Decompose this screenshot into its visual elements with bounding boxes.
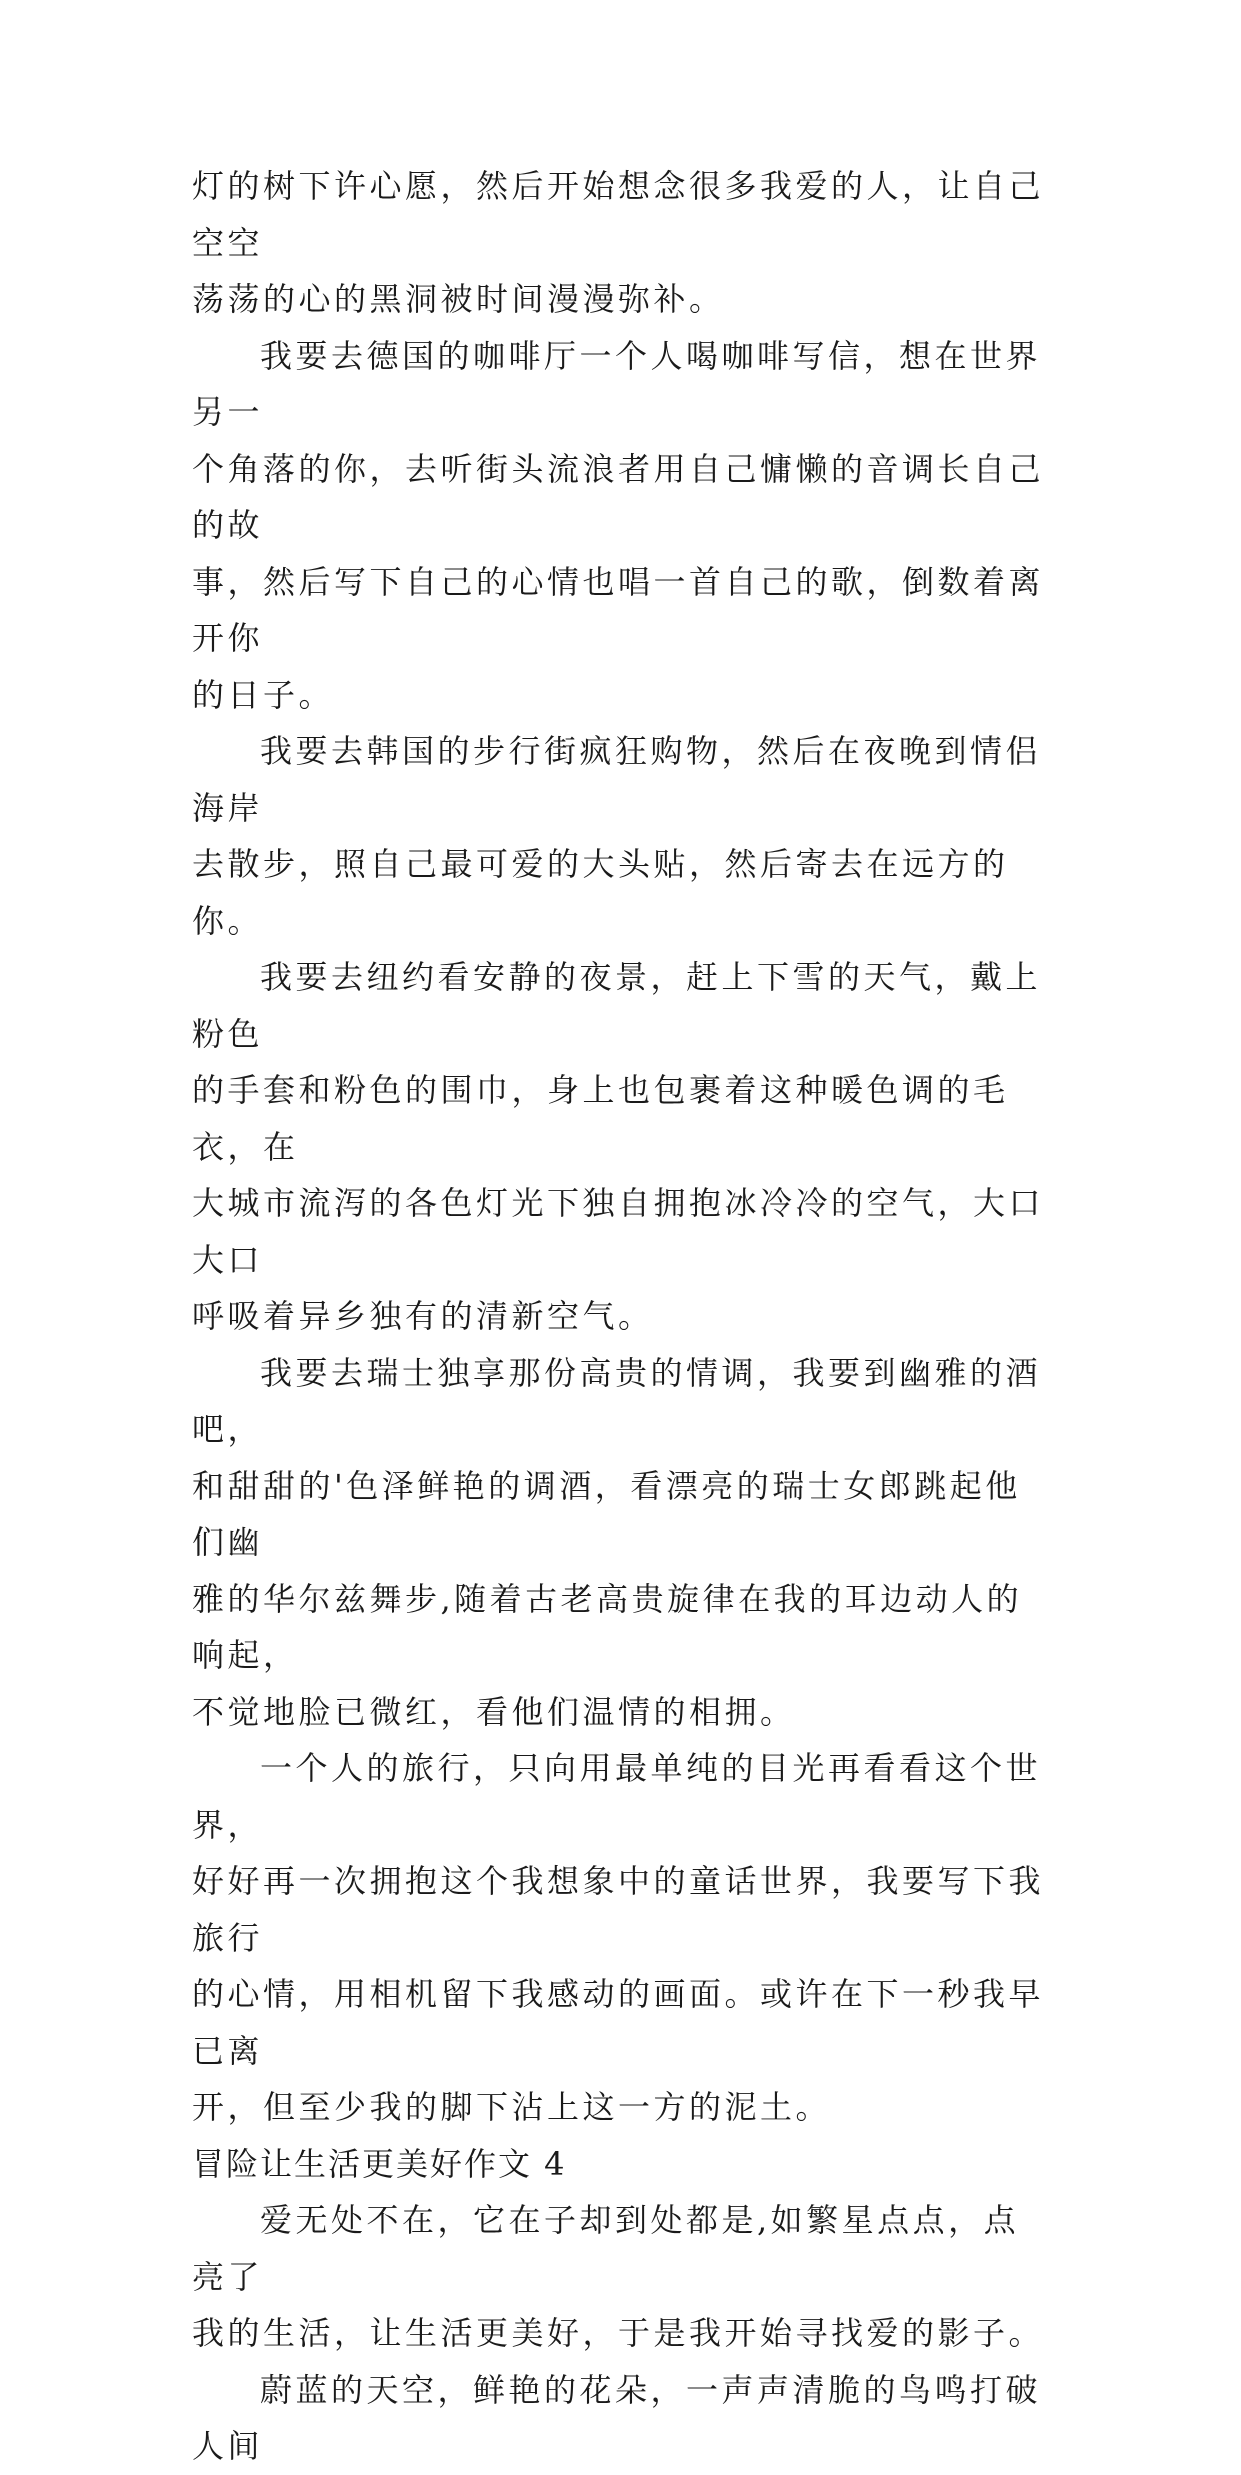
paragraph-switzerland: 我要去瑞士独享那份高贵的情调，我要到幽雅的酒吧， 和甜甜的'色泽鲜艳的调酒，看漂亮的瑞士女郎跳起他们幽 雅的华尔兹舞步,随着古老高贵旋律在我的耳边动人的响起， 不觉地脸已微红，看他们温情的相拥。 bbox=[192, 1353, 1042, 1731]
paragraph-germany: 我要去德国的咖啡厅一个人喝咖啡写信，想在世界另一 个角落的你，去听街头流浪者用自己慵懒的音调长自己的故 事，然后写下自己的心情也唱一首自己的歌，倒数着离开你 的日子。 bbox=[192, 336, 1045, 714]
section-heading: 冒险让生活更美好作文 4 bbox=[192, 2144, 567, 2183]
paragraph-solo-travel: 一个人的旅行，只向用最单纯的目光再看看这个世界， 好好再一次拥抱这个我想象中的童话世界，我要写下我旅行 的心情，用相机留下我感动的画面。或许在下一秒我早已离 开，但至少我的脚下沾上这一方的泥土。 bbox=[192, 1749, 1045, 2126]
paragraph-korea: 我要去韩国的步行街疯狂购物，然后在夜晚到情侣海岸 去散步，照自己最可爱的大头贴，然后寄去在远方的你。 bbox=[192, 732, 1042, 940]
document-body bbox=[192, 158, 1052, 2475]
paragraph-love-everywhere: 爱无处不在，它在子却到处都是,如繁星点点，点亮了 我的生活，让生活更美好，于是我开始寻找爱的影子。 bbox=[192, 2201, 1045, 2352]
paragraph-blue-sky: 蔚蓝的天空，鲜艳的花朵，一声声清脆的鸟鸣打破人间 bbox=[192, 2370, 1042, 2465]
paragraph-new-york: 我要去纽约看安静的夜景，赶上下雪的天气，戴上粉色 的手套和粉色的围巾，身上也包裹着这种暖色调的毛衣，在 大城市流泻的各色灯光下独自拥抱冰冷冷的空气，大口大口 呼吸着异乡独有的清新空气。 bbox=[192, 958, 1045, 1335]
paragraph-continuation: 灯的树下许心愿，然后开始想念很多我爱的人，让自己空空 荡荡的心的黑洞被时间漫漫弥补。 bbox=[192, 167, 1045, 318]
